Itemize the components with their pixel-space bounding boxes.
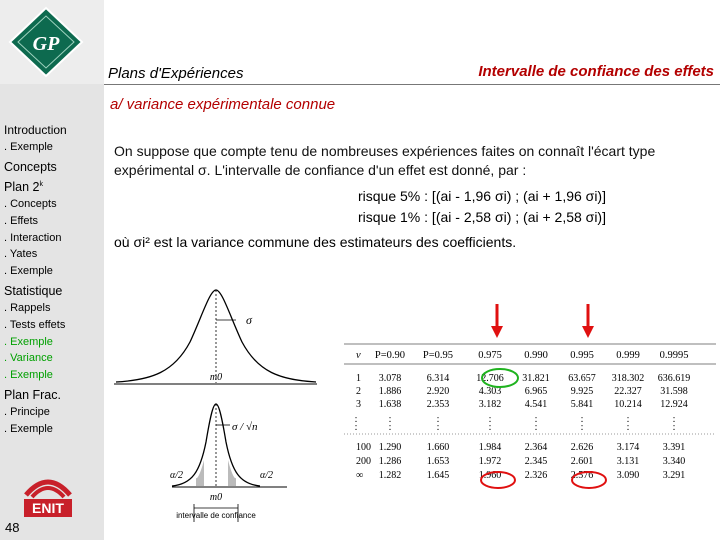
table-cell-3-5: 2.626 xyxy=(570,442,594,453)
table-cell-5-4: 2.326 xyxy=(524,470,548,481)
nav-section-plan-frac[interactable]: Plan Frac. xyxy=(4,387,61,402)
table-cell-4-1: 1.286 xyxy=(378,456,402,467)
table-cell-1-7: 31.598 xyxy=(660,386,688,397)
page-number: 48 xyxy=(5,520,20,535)
table-cell-2-4: 4.541 xyxy=(524,399,548,410)
table-cell-3-3: 1.984 xyxy=(478,442,502,453)
table-header-6: 0.999 xyxy=(616,350,640,361)
table-ellipsis: : xyxy=(580,422,584,433)
table-cell-4-4: 2.345 xyxy=(524,456,548,467)
nav-item-exemple-2[interactable]: . Exemple xyxy=(4,265,53,278)
page-title: Intervalle de confiance des effets xyxy=(478,63,714,80)
table-cell-0-7: 636.619 xyxy=(657,373,691,384)
table-cell-1-6: 22.327 xyxy=(614,386,642,397)
header-divider xyxy=(104,84,720,85)
table-header-7: 0.9995 xyxy=(659,350,689,361)
table-cell-4-0: 200 xyxy=(356,456,371,467)
table-cell-5-3: 1.960 xyxy=(478,470,502,481)
table-cell-5-7: 3.291 xyxy=(662,470,686,481)
table-cell-3-2: 1.660 xyxy=(426,442,450,453)
bottom-curve-sigma: σ / √n xyxy=(232,421,258,433)
table-ellipsis: : xyxy=(354,414,358,425)
top-curve-sigma: σ xyxy=(246,313,252,327)
table-cell-3-0: 100 xyxy=(356,442,371,453)
bottom-curve-alpha-left: α/2 xyxy=(170,470,184,481)
table-header-3: 0.975 xyxy=(478,350,502,361)
table-ellipsis: : xyxy=(580,414,584,425)
table-cell-1-4: 6.965 xyxy=(524,386,548,397)
table-ellipsis: : xyxy=(672,422,676,433)
nav-item-concepts[interactable]: . Concepts xyxy=(4,197,57,210)
table-ellipsis: : xyxy=(436,414,440,425)
table-cell-5-2: 1.645 xyxy=(426,470,450,481)
table-cell-2-6: 10.214 xyxy=(614,399,642,410)
table-header-0: ν xyxy=(356,350,361,361)
table-header-4: 0.990 xyxy=(524,350,548,361)
table-cell-0-6: 318.302 xyxy=(611,373,645,384)
nav-item-effets[interactable]: . Effets xyxy=(4,214,39,227)
nav-item-exemple-3[interactable]: . Exemple xyxy=(4,335,53,348)
intro-paragraph: On suppose que compte tenu de nombreuses expériences faites on connaît l'écart type expérimental σ. L'intervalle de confiance d'un effet est donné, par : xyxy=(114,143,656,178)
table-cell-1-2: 2.920 xyxy=(426,386,450,397)
nav-item-exemple-5[interactable]: . Exemple xyxy=(4,422,53,435)
bottom-curve-alpha-right: α/2 xyxy=(260,470,274,481)
table-cell-4-6: 3.131 xyxy=(616,456,640,467)
sidebar-nav xyxy=(4,118,102,438)
variance-note: où σi² est la variance commune des estimateurs des coefficients. xyxy=(114,234,517,250)
table-cell-1-5: 9.925 xyxy=(570,386,594,397)
table-cell-0-3: 12.706 xyxy=(476,373,504,384)
table-ellipsis: : xyxy=(388,422,392,433)
table-cell-0-2: 6.314 xyxy=(426,373,450,384)
enit-logo-text: ENIT xyxy=(32,500,64,516)
interval-label: intervalle de confiance xyxy=(176,511,256,520)
table-ellipsis: : xyxy=(488,414,492,425)
table-cell-2-0: 3 xyxy=(356,399,361,410)
risk-5-line xyxy=(358,188,606,204)
table-cell-4-5: 2.601 xyxy=(570,456,594,467)
table-cell-1-1: 1.886 xyxy=(378,386,402,397)
table-cell-2-3: 3.182 xyxy=(478,399,502,410)
table-ellipsis: : xyxy=(534,414,538,425)
table-cell-3-1: 1.290 xyxy=(378,442,402,453)
table-ellipsis: : xyxy=(626,414,630,425)
nav-section-concepts[interactable]: Concepts Plan 2$^k$ xyxy=(4,159,57,194)
nav-section-introduction[interactable]: Introduction xyxy=(4,123,67,137)
table-cell-2-7: 12.924 xyxy=(660,399,688,410)
nav-item-yates[interactable]: . Yates xyxy=(4,248,38,261)
table-cell-4-7: 3.340 xyxy=(662,456,686,467)
risk-5-text: risque 5% : [(ai - 1,96 σi) ; (ai + 1,96 σi)] xyxy=(358,188,606,204)
nav-item-interaction[interactable]: . Interaction xyxy=(4,231,62,244)
table-cell-3-6: 3.174 xyxy=(616,442,640,453)
table-cell-5-0: ∞ xyxy=(356,470,364,481)
nav-item-principe[interactable]: . Principe xyxy=(4,405,50,418)
table-ellipsis: : xyxy=(488,422,492,433)
table-ellipsis: : xyxy=(436,422,440,433)
table-cell-3-7: 3.391 xyxy=(662,442,686,453)
table-cell-4-2: 1.653 xyxy=(426,456,450,467)
bottom-curve-m0: m0 xyxy=(209,492,223,503)
nav-item-tests-effets[interactable]: . Tests effets xyxy=(4,318,66,331)
table-ellipsis: : xyxy=(672,414,676,425)
table-cell-1-0: 2 xyxy=(356,386,361,397)
table-header-5: 0.995 xyxy=(570,350,594,361)
table-cell-5-1: 1.282 xyxy=(378,470,402,481)
nav-item-rappels[interactable]: . Rappels xyxy=(4,301,51,314)
table-ellipsis: : xyxy=(534,422,538,433)
risk-1-text: risque 1% : [(ai - 2,58 σi) ; (ai + 2,58 σi)] xyxy=(358,209,606,225)
course-title: Plans d'Expériences xyxy=(108,65,244,82)
table-cell-5-5: 2.576 xyxy=(570,470,594,481)
nav-item-variance[interactable]: . Variance xyxy=(4,352,53,365)
table-cell-2-5: 5.841 xyxy=(570,399,594,410)
table-cell-4-3: 1.972 xyxy=(478,456,502,467)
table-cell-0-1: 3.078 xyxy=(378,373,402,384)
table-header-1: P=0.90 xyxy=(374,350,406,361)
nav-item-exemple-1[interactable]: . Exemple xyxy=(4,141,53,153)
table-cell-0-0: 1 xyxy=(356,373,361,384)
logo xyxy=(0,0,104,84)
table-ellipsis: : xyxy=(354,422,358,433)
table-cell-3-4: 2.364 xyxy=(524,442,548,453)
table-cell-1-3: 4.303 xyxy=(478,386,502,397)
nav-item-exemple-4[interactable]: . Exemple xyxy=(4,369,53,382)
table-cell-0-5: 63.657 xyxy=(568,373,596,384)
nav-section-statistique[interactable]: Statistique xyxy=(4,283,63,298)
table-ellipsis: : xyxy=(626,422,630,433)
page-subtitle: a/ variance expérimentale connue xyxy=(110,96,336,113)
table-cell-2-2: 2.353 xyxy=(426,399,450,410)
table-cell-0-4: 31.821 xyxy=(522,373,550,384)
table-cell-5-6: 3.090 xyxy=(616,470,640,481)
table-header-2: P=0.95 xyxy=(422,350,454,361)
risk-1-line xyxy=(358,209,606,225)
table-cell-2-1: 1.638 xyxy=(378,399,402,410)
top-curve-m0: m0 xyxy=(209,372,223,383)
logo-text: GP xyxy=(32,33,60,55)
stats-figure xyxy=(112,282,717,536)
enit-logo xyxy=(20,465,76,525)
table-ellipsis: : xyxy=(388,414,392,425)
